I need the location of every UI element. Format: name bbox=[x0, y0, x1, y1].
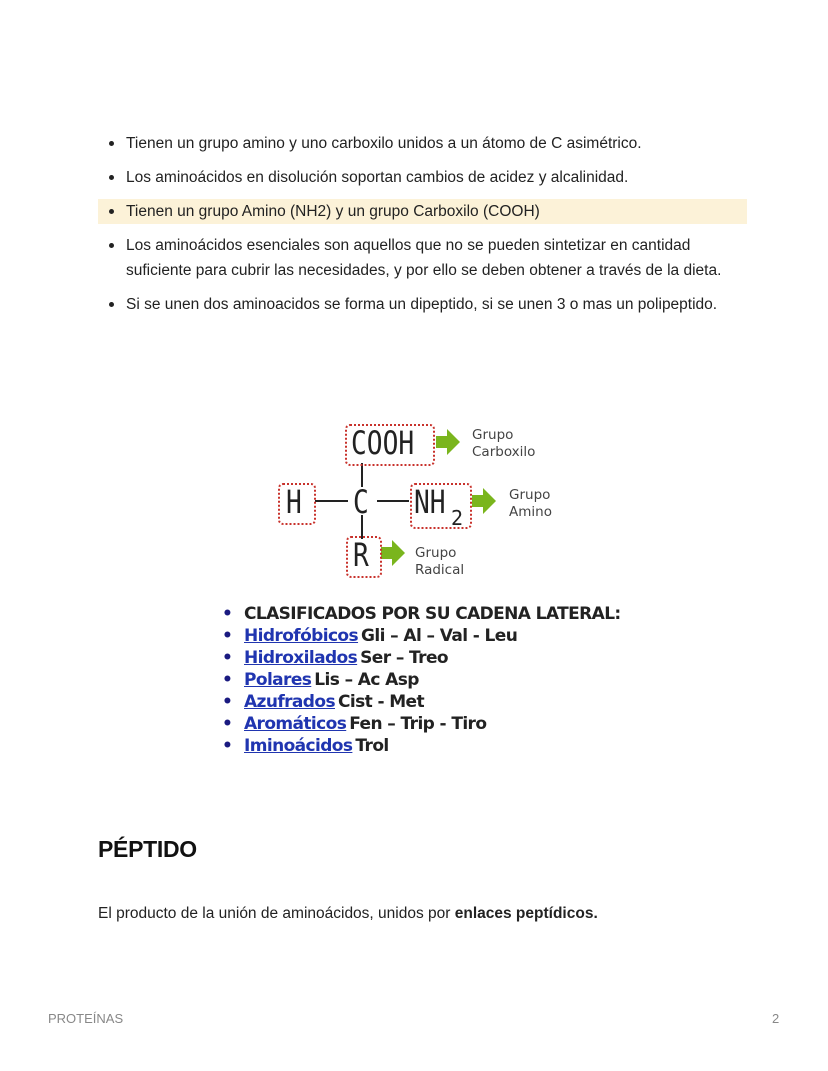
subscript-2: 2 bbox=[451, 506, 464, 530]
grupo-carboxilo-label: Grupo Carboxilo bbox=[472, 427, 536, 460]
bullet-item: Los aminoácidos en disolución soportan cambios de acidez y alcalinidad. bbox=[98, 165, 738, 190]
classification-item: • Hidrofóbicos Gli – Al – Val - Leu bbox=[220, 625, 610, 647]
classification-item: • Iminoácidos Trol bbox=[220, 735, 610, 757]
bullet-item-highlighted[interactable]: Tienen un grupo Amino (NH2) y un grupo Carboxilo (COOH) bbox=[98, 199, 747, 224]
cooh-label: COOH bbox=[351, 424, 415, 462]
classification-item: • Aromáticos Fen – Trip - Tiro bbox=[220, 713, 610, 735]
classification-link[interactable]: Hidrofóbicos bbox=[244, 626, 359, 646]
section-heading: PÉPTIDO bbox=[98, 836, 197, 862]
page-number: 2 bbox=[772, 1011, 780, 1026]
classification-link[interactable]: Polares bbox=[244, 670, 312, 690]
classification-item: • Azufrados Cist - Met bbox=[220, 691, 610, 713]
bullet-item: Si se unen dos aminoacidos se forma un dipeptido, si se unen 3 o mas un polipeptido. bbox=[98, 292, 738, 317]
classification-title: • CLASIFICADOS POR SU CADENA LATERAL: bbox=[220, 603, 610, 625]
bullet-item: Tienen un grupo amino y uno carboxilo unidos a un átomo de C asimétrico. bbox=[98, 131, 738, 156]
classification-link[interactable]: Azufrados bbox=[244, 692, 335, 712]
bold-term: enlaces peptídicos. bbox=[454, 905, 598, 922]
classification-link[interactable]: Hidroxilados bbox=[244, 648, 358, 668]
arrow-amino-icon bbox=[472, 488, 496, 514]
c-label: C bbox=[353, 483, 369, 521]
amino-acid-figure bbox=[220, 405, 621, 765]
bullet-list bbox=[98, 131, 738, 326]
classification-list bbox=[220, 603, 621, 757]
classification-item: • Hidroxilados Ser – Treo bbox=[220, 647, 610, 669]
section-paragraph: El producto de la unión de aminoácidos, unidos por enlaces peptídicos. bbox=[98, 905, 598, 922]
h-label: H bbox=[286, 483, 302, 521]
bullet-item: Los aminoácidos esenciales son aquellos que no se pueden sintetizar en cantidad suficiente para cubrir las necesidades, y por ello se deben obtener a través de la dieta. bbox=[98, 233, 738, 283]
arrow-radical-icon bbox=[381, 540, 405, 566]
nh-label: NH bbox=[414, 483, 446, 521]
r-label: R bbox=[353, 536, 369, 574]
classification-link[interactable]: Aromáticos bbox=[244, 714, 347, 734]
grupo-amino-label: Grupo Amino bbox=[509, 487, 552, 520]
grupo-radical-label: Grupo Radical bbox=[415, 545, 465, 578]
arrow-carboxilo-icon bbox=[436, 429, 460, 455]
classification-link[interactable]: Iminoácidos bbox=[244, 736, 353, 756]
classification-item: • Polares Lis – Ac Asp bbox=[220, 669, 610, 691]
footer-title: PROTEÍNAS bbox=[48, 1011, 124, 1026]
